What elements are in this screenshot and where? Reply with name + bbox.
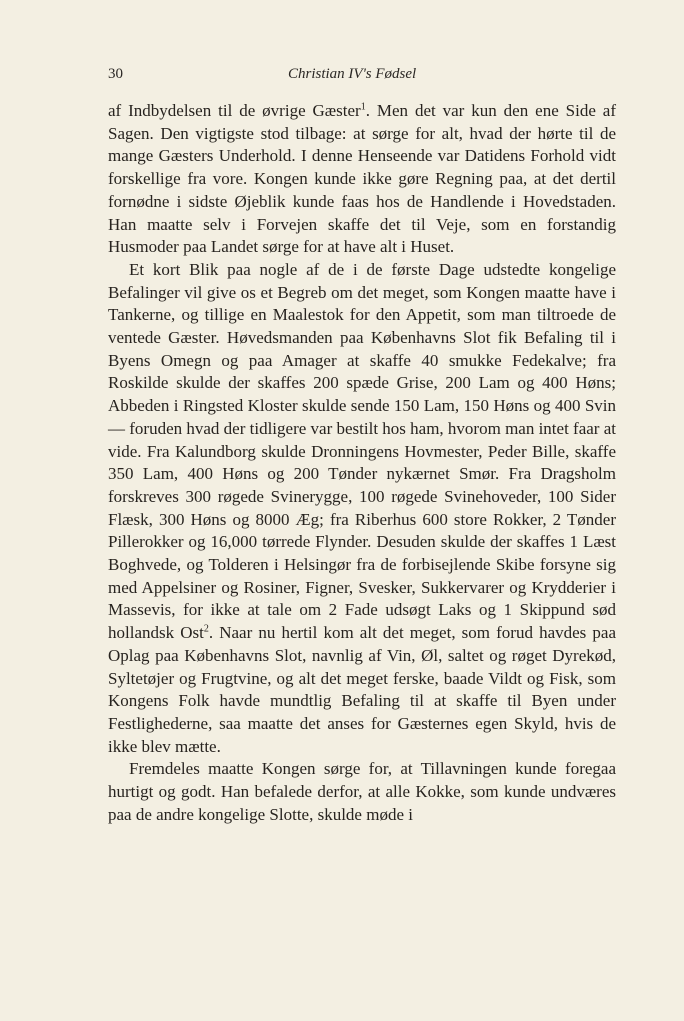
page-number: 30 — [108, 66, 123, 82]
paragraph-3-text: Fremdeles maatte Kongen sørge for, at Tillavningen kunde foregaa hurtigt og godt. Han befalede derfor, at alle Kokke, som kunde undværes paa de andre kongelige Slotte, skulde møde i — [108, 759, 616, 824]
paragraph-2-text-b: . Naar nu hertil kom alt det meget, som forud havdes paa Oplag paa Københavns Slot, navnlig af Vin, Øl, saltet og røget Dyrekød, Syltetøjer og Frugtvine, og alt det meget ferske, baade Vildt og Fisk, som Kongens Folk havde mundtlig Befaling til at skaffe til Byen under Festlighederne, saa maatte det anses for Gæsternes egen Skyld, hvis de ikke blev mætte. — [108, 623, 616, 756]
paragraph-1-text-a: af Indbydelsen til de øvrige Gæster — [108, 101, 361, 120]
running-title: Christian IV's Fødsel — [288, 66, 417, 82]
paragraph-3 — [108, 758, 616, 826]
body-text — [108, 100, 616, 827]
paragraph-2-text-a: Et kort Blik paa nogle af de i de første Dage udstedte kongelige Befalinger vil give os et Begreb om det meget, som Kongen maatte have i Tankerne, og tillige en Maalestok for den Appetit, som man tiltroede de ventede Gæster. Høvedsmanden paa Københavns Slot fik Befaling til i Byens Omegn og paa Amager at skaffe 40 smukke Fedekalve; fra Roskilde skulde der skaffes 200 spæde Grise, 200 Lam og 400 Høns; Abbeden i Ringsted Kloster skulde sende 150 Lam, 150 Høns og 400 Svin — foruden hvad der tidligere var bestilt hos ham, hvorom man intet faar at vide. Fra Kalundborg skulde Dronningens Hovmester, Peder Bille, skaffe 350 Lam, 400 Høns og 200 Tønder nykærnet Smør. Fra Dragsholm forskreves 300 røgede Svinerygge, 100 røgede Svinehoveder, 100 Sider Flæsk, 300 Høns og 8000 Æg; fra Riberhus 600 store Rokker, 2 Tønder Pillerokker og 16,000 tørrede Flynder. Desuden skulde der skaffes 1 Læst Boghvede, og Tolderen i Helsingør fra de forbisejlende Skibe forsyne sig med Appelsiner og Rosiner, Figner, Svesker, Sukkervarer og Krydderier i Massevis, for ikke at tale om 2 Fade udsøgt Laks og 1 Skippund sød hollandsk Ost — [108, 259, 616, 643]
footnote-marker-1: 1 — [360, 101, 366, 113]
paragraph-1 — [108, 100, 616, 259]
paragraph-2 — [108, 259, 616, 758]
page-header — [108, 66, 616, 88]
footnote-marker-2: 2 — [203, 623, 209, 635]
book-page — [108, 66, 616, 827]
paragraph-1-text-b: . Men det var kun den ene Side af Sagen. Den vigtigste stod tilbage: at sørge for alt, hvad der hørte til de mange Gæsters Underhold. I denne Henseende var Datidens Forhold vidt forskellige fra vore. Kongen kunde ikke gøre Regning paa, at det dertil fornødne i sidste Øjeblik kunde faas hos de Handlende i Hovedstaden. Han maatte selv i Forvejen skaffe det til Veje, som en forstandig Husmoder paa Landet sørge for at have alt i Huset. — [108, 101, 617, 257]
